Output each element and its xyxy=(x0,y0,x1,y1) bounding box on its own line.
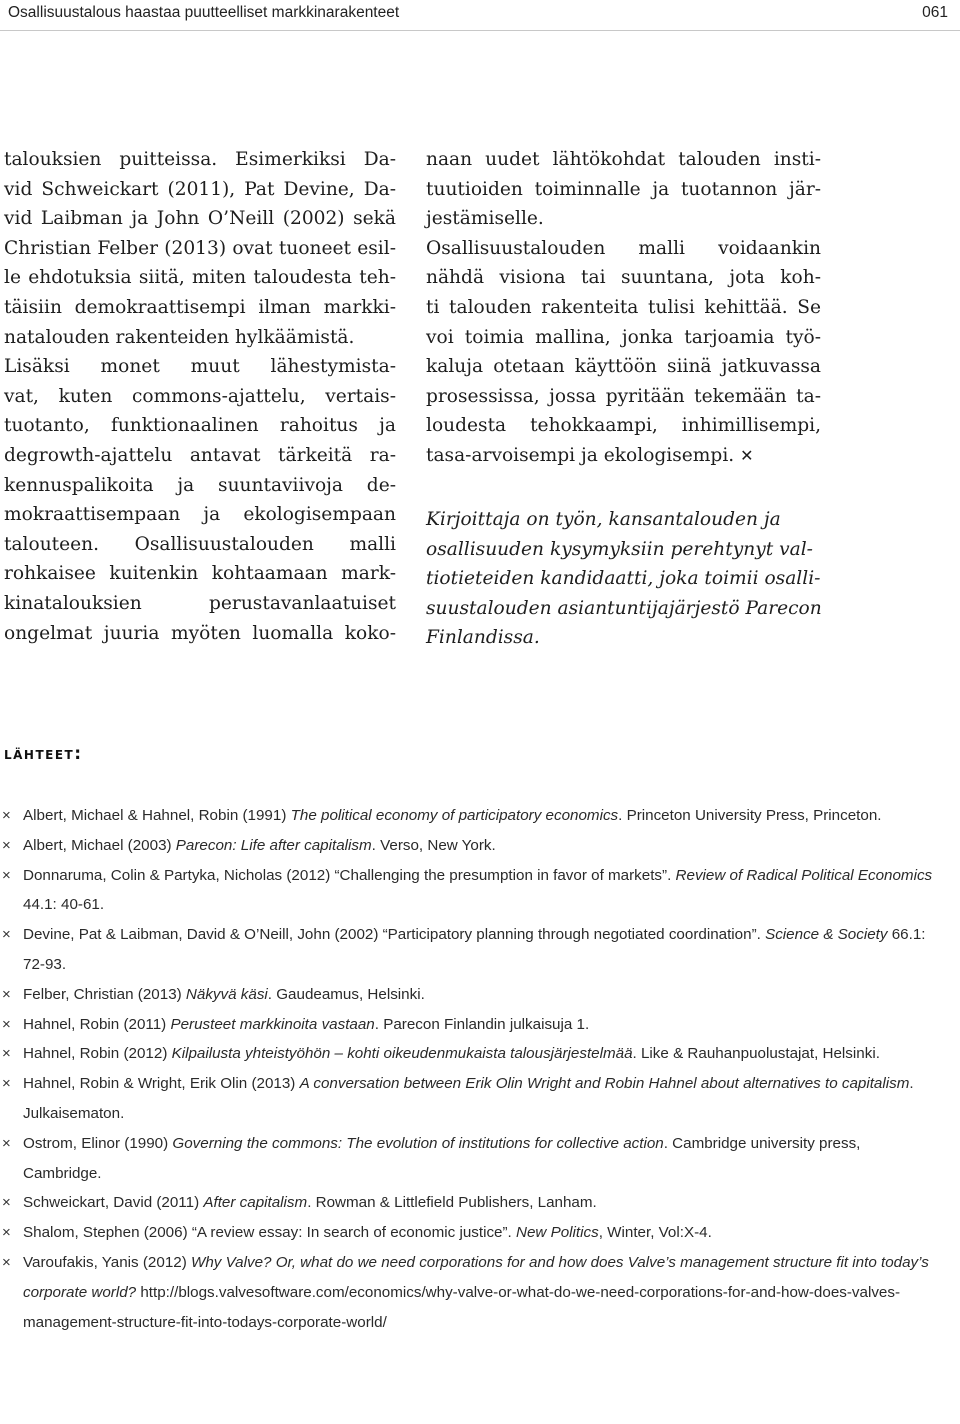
text-line: loudesta tehokkaampi, inhimillisempi, xyxy=(426,415,821,437)
text-line xyxy=(426,441,821,471)
text-line: kaluja otetaan käyttöön siinä jatkuvassa xyxy=(426,356,821,378)
page-header xyxy=(0,0,960,38)
reference-author-year: Felber, Christian (2013) xyxy=(23,985,186,1003)
cross-bullet-icon: × xyxy=(2,866,11,884)
reference-publisher: , Winter, Vol:X-4. xyxy=(598,1224,712,1242)
reference-publisher: . Rowman & Littlefield Publishers, Lanham. xyxy=(307,1194,597,1212)
reference-publisher: http://blogs.valvesoftware.com/economics/why-valve-or-what-do-we-need-corporations-for-and-how-does-valves-management-structure-fit-into-todays-corporate-world/ xyxy=(23,1283,901,1331)
end-of-article-icon: ✕ xyxy=(740,445,754,465)
bio-line: osallisuuden kysymyksiin perehtynyt val- xyxy=(426,538,813,560)
reference-author-year: Devine, Pat & Laibman, David & O’Neill, John (2002) “Participatory planning through negotiated coordination”. xyxy=(23,926,766,944)
reference-title: Näkyvä käsi xyxy=(185,985,268,1003)
reference-item xyxy=(0,1010,940,1040)
text-line: tuutioiden toiminnalle ja tuotannon jär- xyxy=(426,178,821,200)
running-title: Osallisuustalous haastaa puutteelliset markkinarakenteet xyxy=(8,4,400,21)
text-line: kinatalouksien perustavanlaatuiset xyxy=(4,592,396,614)
text-line: täisiin demokraattisempi ilman markki- xyxy=(4,296,396,318)
text-line: le ehdotuksia siitä, miten taloudesta teh- xyxy=(4,267,396,289)
text-line: jestämiselle. xyxy=(426,208,544,230)
reference-title: Parecon: Life after capitalism xyxy=(175,836,372,854)
cross-bullet-icon: × xyxy=(2,1224,11,1242)
reference-title: Governing the commons: The evolution of institutions for collective action xyxy=(172,1134,664,1152)
reference-item xyxy=(0,1129,940,1189)
reference-title: After capitalism xyxy=(203,1194,308,1212)
reference-item xyxy=(0,1039,940,1069)
text-line: prosessissa, jossa pyritään tekemään ta- xyxy=(426,385,821,407)
header-divider xyxy=(0,30,960,31)
text-line: vid Laibman ja John O’Neill (2002) sekä xyxy=(4,208,396,230)
reference-author-year: Hahnel, Robin (2012) xyxy=(23,1045,172,1063)
reference-publisher: . Parecon Finlandin julkaisuja 1. xyxy=(374,1015,590,1033)
text-line: tuotanto, funktionaalinen rahoitus ja xyxy=(4,415,396,437)
text-line: ongelmat juuria myöten luomalla koko- xyxy=(4,622,396,644)
text-line-content: tasa-arvoisempi ja ekologisempi. xyxy=(426,444,735,466)
reference-publisher: . Like & Rauhanpuolustajat, Helsinki. xyxy=(632,1045,880,1063)
text-line: ti talouden rakenteita tulisi kehittää. Se xyxy=(426,296,821,318)
cross-bullet-icon: × xyxy=(2,1194,11,1212)
reference-item xyxy=(0,831,940,861)
text-line: rohkaisee kuitenkin kohtaamaan mark- xyxy=(4,563,396,585)
text-line: voi toimia mallina, jonka tarjoamia työ- xyxy=(426,326,821,348)
right-text-column xyxy=(426,145,821,471)
bio-line: Finlandissa. xyxy=(426,627,540,649)
reference-item xyxy=(0,1069,940,1129)
reference-publisher: . Julkaisematon. xyxy=(23,1075,914,1122)
page-number: 061 xyxy=(922,4,948,21)
reference-author-year: Albert, Michael & Hahnel, Robin (1991) xyxy=(23,807,291,824)
reference-title: New Politics xyxy=(516,1224,599,1242)
text-line: Christian Felber (2013) ovat tuoneet esil- xyxy=(4,237,396,259)
bio-line: tiotieteiden kandidaatti, joka toimii osalli- xyxy=(426,568,821,590)
left-text-column xyxy=(4,145,396,648)
references-list xyxy=(0,801,940,1337)
references-heading: lähteet: xyxy=(4,744,83,764)
cross-bullet-icon: × xyxy=(2,1075,11,1093)
reference-item xyxy=(0,1188,940,1218)
reference-author-year: Hahnel, Robin & Wright, Erik Olin (2013) xyxy=(23,1075,300,1093)
reference-title: Kilpailusta yhteistyöhön – kohti oikeudenmukaista talousjärjestelmää xyxy=(171,1045,633,1063)
text-line: Osallisuustalouden malli voidaankin xyxy=(426,237,821,259)
reference-author-year: Donnaruma, Colin & Partyka, Nicholas (2012) “Challenging the presumption in favor of markets”. xyxy=(23,866,676,884)
reference-item xyxy=(0,920,940,980)
reference-title: Why Valve? Or, what do we need corporations for and how does Valve’s management structure fit into today’s corporate world? xyxy=(23,1253,929,1301)
text-line: talouteen. Osallisuustalouden malli xyxy=(4,533,396,555)
text-line: degrowth-ajattelu antavat tärkeitä ra- xyxy=(4,444,396,466)
reference-title: Perusteet markkinoita vastaan xyxy=(170,1015,375,1033)
cross-bullet-icon: × xyxy=(2,807,11,824)
reference-item xyxy=(0,801,940,831)
text-line: talouksien puitteissa. Esimerkiksi Da- xyxy=(4,149,396,170)
cross-bullet-icon: × xyxy=(2,1015,11,1033)
text-line: vid Schweickart (2011), Pat Devine, Da- xyxy=(4,178,396,200)
bio-line: Kirjoittaja on työn, kansantalouden ja xyxy=(426,509,781,530)
text-line: vat, kuten commons-ajattelu, vertais- xyxy=(4,385,396,407)
reference-author-year: Albert, Michael (2003) xyxy=(23,836,176,854)
reference-author-year: Shalom, Stephen (2006) “A review essay: In search of economic justice”. xyxy=(23,1224,516,1242)
reference-title: The political economy of participatory economics xyxy=(290,807,619,824)
text-line: natalouden rakenteiden hylkäämistä. xyxy=(4,326,355,348)
bio-line: suustalouden asiantuntijajärjestö Parecon xyxy=(426,597,822,619)
cross-bullet-icon: × xyxy=(2,836,11,854)
reference-title: Review of Radical Political Economics xyxy=(675,866,933,884)
reference-item xyxy=(0,1248,940,1337)
reference-title: Science & Society xyxy=(765,926,888,944)
reference-publisher: . Princeton University Press, Princeton. xyxy=(618,807,882,824)
cross-bullet-icon: × xyxy=(2,1045,11,1063)
cross-bullet-icon: × xyxy=(2,985,11,1003)
text-line: kennuspalikoita ja suuntaviivoja de- xyxy=(4,474,396,496)
text-line: nähdä visiona tai suuntana, jota koh- xyxy=(426,267,821,289)
reference-publisher: . Cambridge university press, Cambridge. xyxy=(23,1134,861,1182)
reference-title: A conversation between Erik Olin Wright and Robin Hahnel about alternatives to capitalism xyxy=(299,1075,910,1093)
cross-bullet-icon: × xyxy=(2,1134,11,1152)
reference-publisher: 44.1: 40-61. xyxy=(23,896,105,914)
reference-author-year: Hahnel, Robin (2011) xyxy=(23,1015,171,1033)
reference-author-year: Schweickart, David (2011) xyxy=(23,1194,204,1212)
author-bio xyxy=(426,505,846,653)
text-line: naan uudet lähtökohdat talouden insti- xyxy=(426,149,821,170)
reference-item xyxy=(0,980,940,1010)
reference-author-year: Varoufakis, Yanis (2012) xyxy=(23,1253,191,1271)
reference-publisher: . Gaudeamus, Helsinki. xyxy=(267,985,425,1003)
reference-publisher: 66.1: 72-93. xyxy=(23,926,926,973)
text-line: Lisäksi monet muut lähestymista- xyxy=(4,356,396,378)
cross-bullet-icon: × xyxy=(2,1253,11,1271)
reference-publisher: . Verso, New York. xyxy=(371,836,496,854)
reference-item xyxy=(0,861,940,921)
reference-author-year: Ostrom, Elinor (1990) xyxy=(23,1134,173,1152)
cross-bullet-icon: × xyxy=(2,926,11,944)
reference-item xyxy=(0,1218,940,1248)
text-line: mokraattisempaan ja ekologisempaan xyxy=(4,504,396,526)
